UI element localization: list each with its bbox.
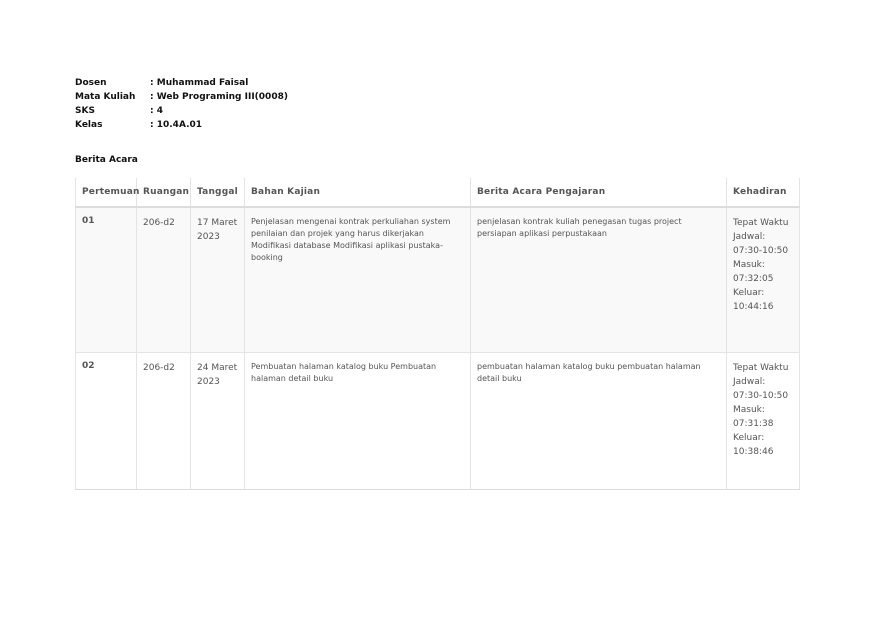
table-header-row xyxy=(76,178,800,207)
kehadiran-status: Tepat Waktu xyxy=(733,218,789,228)
berita-acara-table xyxy=(75,178,800,490)
table-row xyxy=(76,353,800,490)
info-label: Dosen xyxy=(75,78,107,88)
cell-bahan-kajian: Penjelasan mengenai kontrak perkuliahan system penilaian dan projek yang harus dikerjakan Modifikasi database Modifikasi aplikasi pustaka-booking xyxy=(245,207,471,353)
info-row-mata-kuliah xyxy=(75,90,288,104)
kehadiran-keluar-label: Keluar: xyxy=(733,433,765,443)
kehadiran-masuk-label: Masuk: xyxy=(733,260,765,270)
kehadiran-jadwal: 07:30-10:50 xyxy=(733,391,789,401)
info-label: Kelas xyxy=(75,120,103,130)
info-row-sks xyxy=(75,104,288,118)
header-tanggal: Tanggal xyxy=(191,178,245,207)
table-row xyxy=(76,207,800,353)
cell-berita-acara: penjelasan kontrak kuliah penegasan tugas project persiapan aplikasi perpustakaan xyxy=(471,207,727,353)
kehadiran-keluar: 10:44:16 xyxy=(733,302,774,312)
cell-pertemuan: 02 xyxy=(76,353,137,490)
header-berita-acara: Berita Acara Pengajaran xyxy=(471,178,727,207)
info-row-kelas xyxy=(75,118,288,132)
cell-berita-acara: pembuatan halaman katalog buku pembuatan halaman detail buku xyxy=(471,353,727,490)
kehadiran-masuk: 07:32:05 xyxy=(733,274,774,284)
header-kehadiran: Kehadiran xyxy=(727,178,800,207)
kehadiran-keluar: 10:38:46 xyxy=(733,447,774,457)
kehadiran-jadwal-label: Jadwal: xyxy=(733,377,766,387)
info-value: : 10.4A.01 xyxy=(150,120,203,130)
kehadiran-status: Tepat Waktu xyxy=(733,363,789,373)
cell-kehadiran xyxy=(727,207,800,353)
info-value: : 4 xyxy=(150,106,163,116)
header-ruangan: Ruangan xyxy=(137,178,191,207)
info-row-dosen xyxy=(75,76,288,90)
cell-pertemuan: 01 xyxy=(76,207,137,353)
info-label: SKS xyxy=(75,106,95,116)
cell-ruangan: 206-d2 xyxy=(137,353,191,490)
course-info xyxy=(75,76,288,132)
cell-ruangan: 206-d2 xyxy=(137,207,191,353)
cell-tanggal: 17 Maret 2023 xyxy=(191,207,245,353)
kehadiran-masuk-label: Masuk: xyxy=(733,405,765,415)
cell-kehadiran xyxy=(727,353,800,490)
kehadiran-masuk: 07:31:38 xyxy=(733,419,774,429)
header-bahan-kajian: Bahan Kajian xyxy=(245,178,471,207)
kehadiran-jadwal-label: Jadwal: xyxy=(733,232,766,242)
info-value: : Muhammad Faisal xyxy=(150,78,249,88)
cell-tanggal: 24 Maret 2023 xyxy=(191,353,245,490)
kehadiran-jadwal: 07:30-10:50 xyxy=(733,246,789,256)
kehadiran-keluar-label: Keluar: xyxy=(733,288,765,298)
info-label: Mata Kuliah xyxy=(75,92,136,102)
header-pertemuan: Pertemuan xyxy=(76,178,137,207)
info-value: : Web Programing III(0008) xyxy=(150,92,288,102)
section-title: Berita Acara xyxy=(75,155,138,165)
cell-bahan-kajian: Pembuatan halaman katalog buku Pembuatan halaman detail buku xyxy=(245,353,471,490)
